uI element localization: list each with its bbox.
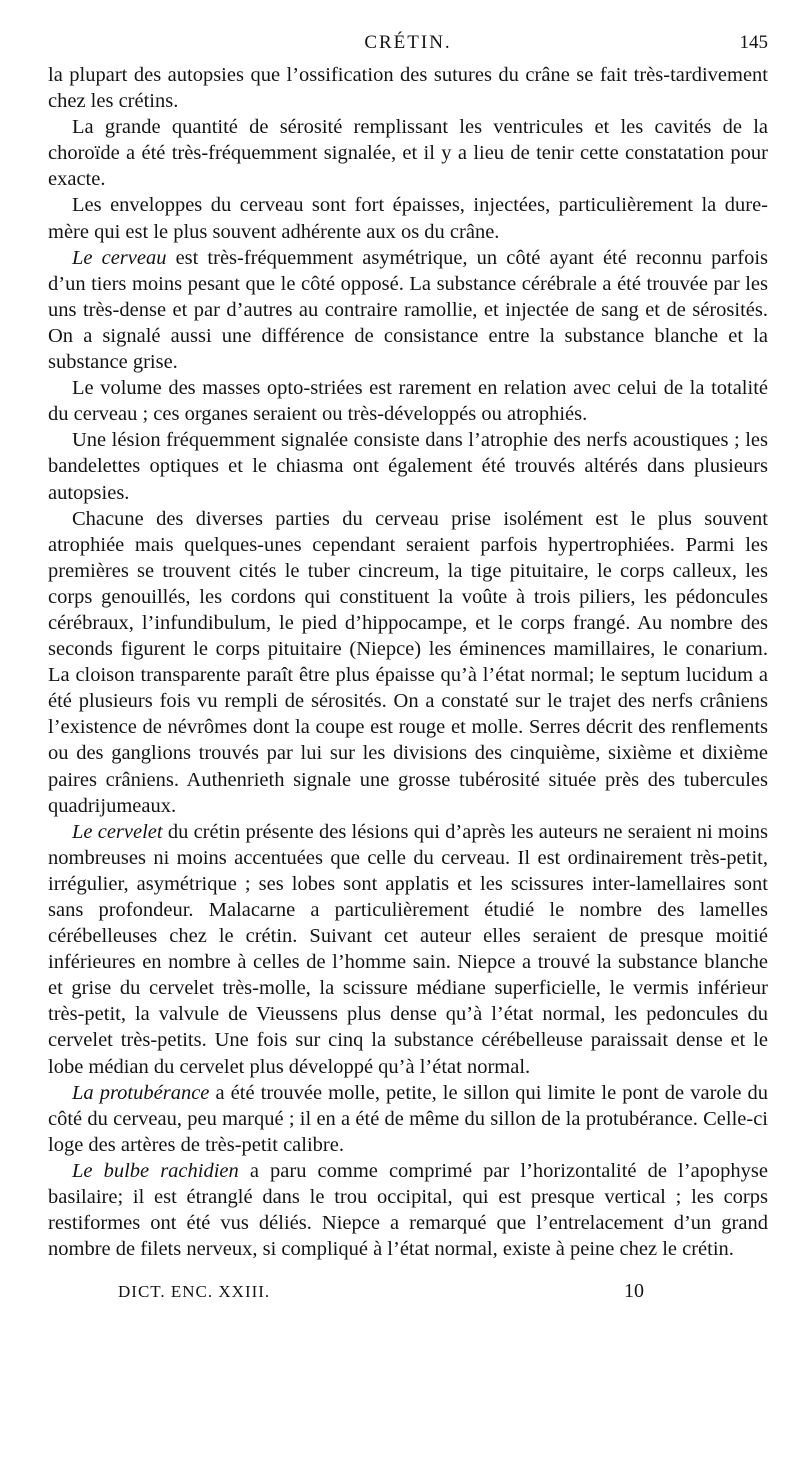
paragraph — [48, 245, 768, 375]
paragraph-text: Les enveloppes du cerveau sont fort épaisses, injectées, particulièrement la dure-mère qui est le plus souvent adhérente aux os du crâne. — [48, 194, 768, 243]
signature-line — [48, 1276, 768, 1316]
paragraph — [48, 114, 768, 192]
running-head — [48, 30, 768, 62]
paragraph — [48, 375, 768, 427]
paragraph — [48, 506, 768, 819]
paragraph — [48, 62, 768, 114]
paragraph-text: Une lésion fréquemment signalée consiste dans l’atrophie des nerfs acoustiques ; les bandelettes optiques et le chiasma ont également été trouvés altérés dans plusieurs autopsies. — [48, 429, 768, 504]
paragraph-heading: Le cervelet — [72, 820, 163, 843]
running-title: CRÉTIN. — [364, 32, 452, 53]
signature-mark: DICT. ENC. XXIII. — [118, 1282, 271, 1302]
paragraph-text: Chacune des diverses parties du cerveau prise isolément est le plus souvent atrophiée mais quelques-unes cependant seraient parfois hypertrophiées. Parmi les premières se trouvent cités le tuber cincreum, la tige pituitaire, le corps calleux, les corps genouillés, les cordons qui constituent la voûte à trois piliers, les pédoncules cérébraux, l’infundibulum, le pied d’hippocampe, et le corps frangé. Au nombre des seconds figurent le corps pituitaire (Niepce) les éminences mamillaires, le conarium. La cloison transparente paraît être plus épaisse qu’à l’état normal; le septum lucidum a été plusieurs fois vu rempli de sérosités. On a constaté sur le trajet des nerfs crâniens l’existence de névrômes dont la coupe est rouge et molle. Serres décrit des renflements ou des ganglions trouvés par lui sur les divisions des cinquième, sixième et dixième paires crâniens. Authenrieth signale une grosse tubérosité située près des tubercules quadrijumeaux. — [48, 507, 768, 817]
paragraph-text: a été trouvée molle, petite, le sillon qui limite le pont de varole du côté du cerveau, peu marqué ; il en a été de même du sillon de la protubérance. Celle-ci loge des artères de très-petit calibre. — [48, 1081, 769, 1156]
paragraph-heading: Le bulbe rachidien — [72, 1159, 239, 1182]
paragraph-text: a paru comme comprimé par l’horizontalité de l’apophyse basilaire; il est étranglé dans le trou occipital, qui est presque vertical ; les corps restiformes ont été vus déliés. Niepce a remarqué que l’entrelacement d’un grand nombre de filets nerveux, si compliqué à l’état normal, existe à peine chez le crétin. — [48, 1159, 768, 1261]
paragraph-heading: Le cerveau — [72, 246, 167, 269]
paragraph-heading: La protubérance — [72, 1081, 210, 1104]
page-number: 145 — [739, 32, 768, 53]
paragraph — [48, 427, 768, 505]
paragraph — [48, 1158, 768, 1262]
paragraph — [48, 819, 768, 1080]
paragraph — [48, 192, 768, 244]
paragraph-text: du crétin présente des lésions qui d’après les auteurs ne seraient ni moins nombreuses ni moins accentuées que celle du cerveau. Il est ordinairement très-petit, irrégulier, asymétrique ; ses lobes sont applatis et les scissures inter-lamellaires sont sans profondeur. Malacarne a particulièrement étudié le nombre des lamelles cérébelleuses chez le crétin. Suivant cet auteur elles seraient de presque moitié inférieures en nombre à celles de l’homme sain. Niepce a trouvé la substance blanche et grise du cervelet très-molle, la scissure médiane superficielle, le vermis inférieur très-petit, la valvule de Vieussens plus dense qu’à l’état normal, les pedoncules du cervelet très-petits. Une fois sur cinq la substance cérébelleuse paraissait dense et le lobe médian du cervelet plus développé qu’à l’état normal. — [48, 820, 768, 1078]
paragraph-text: est très-fréquemment asymétrique, un côté ayant été reconnu parfois d’un tiers moins pesant que le côté opposé. La substance cérébrale a été trouvée par les uns très-dense et par d’autres au contraire ramollie, et injectée de sang et de sérosités. On a signalé aussi une différence de consistance entre la substance blanche et la substance grise. — [48, 246, 768, 374]
paragraph-text: Le volume des masses opto-striées est rarement en relation avec celui de la totalité du cerveau ; ces organes seraient ou très-développés ou atrophiés. — [48, 377, 768, 426]
signature-number: 10 — [624, 1280, 644, 1303]
paragraph-text: la plupart des autopsies que l’ossification des sutures du crâne se fait très-tardivement chez les crétins. — [48, 64, 768, 113]
paragraph — [48, 1080, 768, 1158]
paragraph-text: La grande quantité de sérosité remplissant les ventricules et les cavités de la choroïde a été très-fréquemment signalée, et il y a lieu de tenir cette constatation pour exacte. — [48, 116, 768, 191]
body-text — [48, 62, 768, 1262]
document-page — [48, 30, 768, 1316]
